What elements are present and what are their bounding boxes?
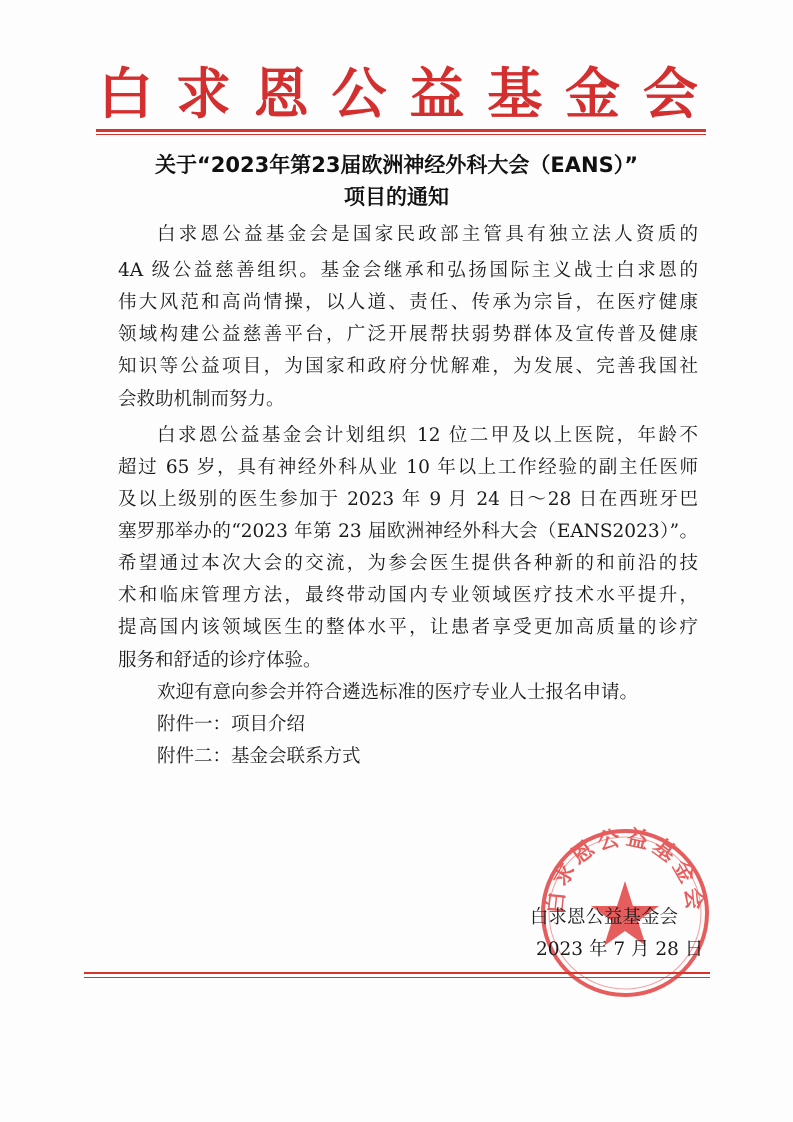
masthead-rule bbox=[96, 129, 706, 132]
paragraph-2-line: 白求恩公益基金会计划组织 12 位二甲及以上医院，年龄不 bbox=[157, 425, 698, 446]
masthead-char: 恩 bbox=[253, 61, 309, 126]
masthead-title bbox=[98, 62, 698, 126]
attachment-2: 附件二：基金会联系方式 bbox=[157, 746, 361, 767]
seal-arc-text: 白求恩公益基金会 bbox=[543, 825, 707, 915]
paragraph-2-line: 服务和舒适的诊疗体验。 bbox=[118, 650, 322, 671]
paragraph-2-line: 超过 65 岁，具有神经外科从业 10 年以上工作经验的副主任医师 bbox=[118, 457, 698, 478]
paragraph-1-line: 伟大风范和高尚情操，以人道、责任、传承为宗旨，在医疗健康 bbox=[118, 292, 698, 313]
notice-title-line1: 关于“2023年第23届欧洲神经外科大会（EANS）” bbox=[154, 153, 639, 177]
paragraph-1-line: 会救助机制而努力。 bbox=[118, 389, 285, 410]
paragraph-1-line: 领域构建公益慈善平台，广泛开展帮扶弱势群体及宣传普及健康 bbox=[118, 324, 698, 345]
footer-rule-thin bbox=[84, 977, 710, 978]
paragraph-1-line: 4A 级公益慈善组织。基金会继承和弘扬国际主义战士白求恩的 bbox=[118, 260, 698, 281]
paragraph-1-line: 白求恩公益基金会是国家民政部主管具有独立法人资质的 bbox=[157, 224, 698, 245]
signature-organization: 白求恩公益基金会 bbox=[530, 907, 679, 928]
attachment-1: 附件一：项目介绍 bbox=[157, 714, 306, 735]
paragraph-1-line: 知识等公益项目，为国家和政府分忧解难，为发展、完善我国社 bbox=[118, 356, 698, 377]
paragraph-2-line: 希望通过本次大会的交流，为参会医生提供各种新的和前沿的技 bbox=[118, 553, 698, 574]
paragraph-2-line: 术和临床管理方法，最终带动国内专业领域医疗技术水平提升， bbox=[118, 585, 698, 606]
notice-title-line2: 项目的通知 bbox=[344, 185, 449, 209]
masthead-char: 金 bbox=[565, 61, 621, 126]
masthead-char: 会 bbox=[642, 61, 698, 126]
masthead-char: 益 bbox=[409, 61, 465, 126]
paragraph-2-line: 塞罗那举办的“2023 年第 23 届欧洲神经外科大会（EANS2023）”。 bbox=[118, 521, 698, 542]
masthead-char: 公 bbox=[331, 61, 387, 126]
masthead-rule-thin bbox=[96, 134, 706, 135]
signature-date: 2023 年 7 月 28 日 bbox=[536, 939, 704, 960]
paragraph-3: 欢迎有意向参会并符合遴选标准的医疗专业人士报名申请。 bbox=[157, 682, 639, 703]
paragraph-2-line: 及以上级别的医生参加于 2023 年 9 月 24 日～28 日在西班牙巴 bbox=[118, 489, 698, 510]
paragraph-2-line: 提高国内该领域医生的整体水平，让患者享受更加高质量的诊疗 bbox=[118, 617, 698, 638]
masthead-char: 求 bbox=[175, 61, 231, 126]
masthead-char: 白 bbox=[98, 61, 154, 126]
footer-rule bbox=[84, 972, 710, 974]
masthead-char: 基 bbox=[487, 61, 543, 126]
